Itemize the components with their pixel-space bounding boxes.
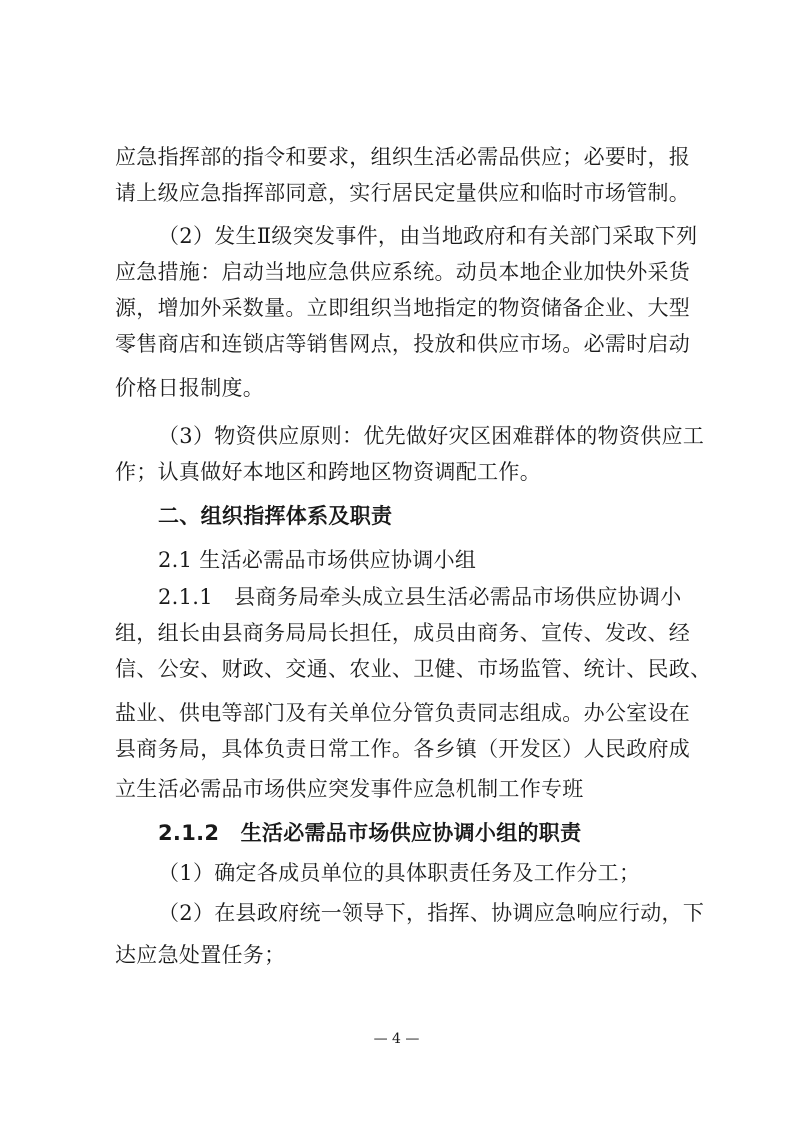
body-line-16: 县商务局，具体负责日常工作。各乡镇（开发区）人民政府成 bbox=[115, 737, 691, 761]
body-line-19: （1）确定各成员单位的具体职责任务及工作分工； bbox=[158, 861, 641, 885]
body-line-15: 盐业、供电等部门及有关单位分管负责同志组成。办公室设在 bbox=[115, 701, 691, 725]
body-line-6: 零售商店和连锁店等销售网点，投放和供应市场。必需时启动 bbox=[115, 332, 691, 356]
body-line-17: 立生活必需品市场供应突发事件应急机制工作专班 bbox=[115, 777, 584, 801]
body-line-14: 信、公安、财政、交通、农业、卫健、市场监管、统计、民政、 bbox=[115, 657, 712, 681]
body-line-5: 源，增加外采数量。立即组织当地指定的物资储备企业、大型 bbox=[115, 296, 691, 320]
body-line-4: 应急措施：启动当地应急供应系统。动员本地企业加快外采货 bbox=[115, 260, 691, 284]
body-line-13: 组，组长由县商务局局长担任，成员由商务、宣传、发改、经 bbox=[115, 621, 691, 645]
body-line-8: （3）物资供应原则：优先做好灾区困难群体的物资供应工 bbox=[158, 424, 705, 448]
section-heading: 二、组织指挥体系及职责 bbox=[158, 504, 393, 528]
body-line-21: 达应急处置任务； bbox=[115, 943, 286, 967]
body-line-3: （2）发生Ⅱ级突发事件，由当地政府和有关部门采取下列 bbox=[158, 224, 698, 248]
subsection-heading: 2.1 生活必需品市场供应协调小组 bbox=[158, 548, 477, 572]
body-line-12: 2.1.1 县商务局牵头成立县生活必需品市场供应协调小 bbox=[158, 585, 682, 609]
body-line-7: 价格日报制度。 bbox=[115, 376, 265, 400]
subsubsection-heading: 2.1.2 生活必需品市场供应协调小组的职责 bbox=[158, 821, 582, 845]
body-line-20: （2）在县政府统一领导下，指挥、协调应急响应行动，下 bbox=[158, 901, 705, 925]
body-line-2: 请上级应急指挥部同意，实行居民定量供应和临时市场管制。 bbox=[115, 181, 691, 205]
page-number: — 4 — bbox=[373, 1031, 420, 1047]
body-line-9: 作；认真做好本地区和跨地区物资调配工作。 bbox=[115, 460, 541, 484]
body-line-1: 应急指挥部的指令和要求，组织生活必需品供应；必要时，报 bbox=[115, 145, 691, 169]
